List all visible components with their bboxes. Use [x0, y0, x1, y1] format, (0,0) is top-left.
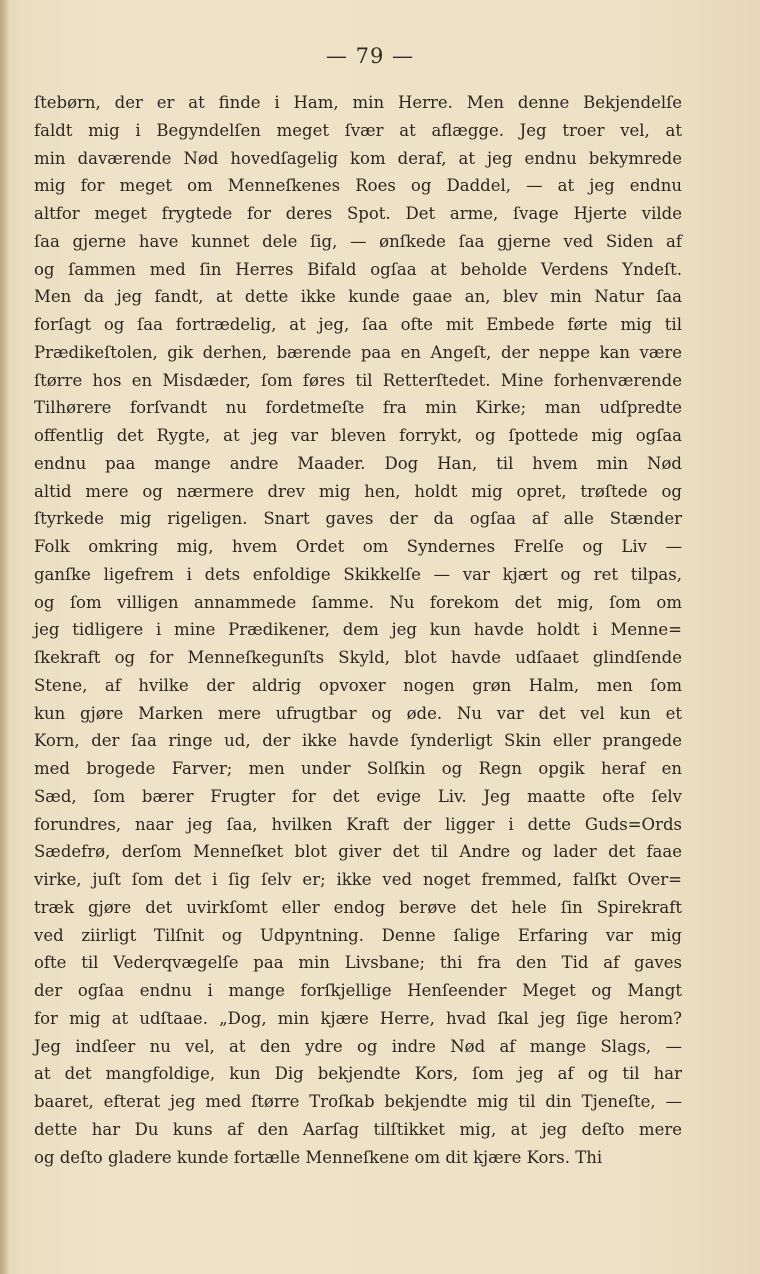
text-line: min daværende Nød hovedſagelig kom deraf, at jeg endnu bekymrede — [34, 148, 682, 168]
text-line: forſagt og ſaa fortrædelig, at jeg, ſaa ofte mit Embede førte mig til — [34, 315, 682, 334]
text-line: Prædikeſtolen, gik derhen, bærende paa en Angeſt, der neppe kan være — [34, 342, 682, 362]
page-spine-shadow — [0, 0, 9, 1274]
text-line: ganſke ligefrem i dets enfoldige Skikkelſe — var kjært og ret tilpas, — [34, 564, 682, 584]
text-line: ſaa gjerne have kunnet dele ſig, — ønſkede ſaa gjerne ved Siden af — [34, 231, 682, 251]
text-line: træk gjøre det uvirkſomt eller endog berøve det hele ſin Spirekraft — [34, 897, 682, 917]
text-line: Stene, af hvilke der aldrig opvoxer nogen grøn Halm, men ſom — [34, 675, 682, 695]
text-line: ſkekraft og for Menneſkegunſts Skyld, blot havde udſaaet glindſende — [34, 648, 682, 667]
text-line: baaret, efterat jeg med ſtørre Troſkab bekjendte mig til din Tjeneſte, — — [34, 1092, 682, 1111]
text-line: Folk omkring mig, hvem Ordet om Syndernes Frelſe og Liv — — [34, 537, 682, 556]
text-line: Jeg indſeer nu vel, at den ydre og indre Nød af mange Slags, — — [34, 1036, 682, 1056]
text-line: faldt mig i Begyndelſen meget ſvær at aflægge. Jeg troer vel, at — [34, 120, 682, 140]
body-text — [34, 89, 682, 1171]
text-line: altfor meget frygtede for deres Spot. Det arme, ſvage Hjerte vilde — [34, 204, 682, 223]
text-line: endnu paa mange andre Maader. Dog Han, til hvem min Nød — [34, 453, 682, 473]
page-number: — 79 — — [325, 44, 415, 68]
text-line: at det mangfoldige, kun Dig bekjendte Kors, ſom jeg af og til har — [34, 1064, 682, 1084]
text-line: virke, juſt ſom det i ſig ſelv er; ikke ved noget fremmed, falſkt Over= — [34, 870, 682, 889]
text-line: altid mere og nærmere drev mig hen, holdt mig opret, trøſtede og — [34, 481, 682, 501]
text-line: Sæd, ſom bærer Frugter for det evige Liv. Jeg maatte ofte ſelv — [34, 786, 682, 806]
text-line: ſtørre hos en Misdæder, ſom føres til Retterſtedet. Mine forhenværende — [34, 370, 682, 390]
text-line: mig for meget om Menneſkenes Roes og Daddel, — at jeg endnu — [34, 176, 682, 196]
text-line: og ſom villigen annammede ſamme. Nu forekom det mig, ſom om — [34, 592, 682, 612]
text-line: ved ziirligt Tilſnit og Udpyntning. Denne ſalige Erfaring var mig — [34, 925, 682, 945]
text-line: og ſammen med ſin Herres Bifald ogſaa at beholde Verdens Yndeſt. — [34, 259, 682, 279]
text-line: Men da jeg fandt, at dette ikke kunde gaae an, blev min Natur ſaa — [34, 287, 682, 307]
text-line: ſtyrkede mig rigeligen. Snart gaves der da ogſaa af alle Stænder — [34, 509, 682, 529]
text-line: for mig at udſtaae. „Dog, min kjære Herre, hvad ſkal jeg ſige herom? — [34, 1008, 682, 1028]
text-line: Tilhørere forſvandt nu fordetmeſte fra min Kirke; man udſpredte — [34, 398, 682, 418]
text-line: jeg tidligere i mine Prædikener, dem jeg kun havde holdt i Menne= — [34, 620, 682, 640]
text-line: kun gjøre Marken mere ufrugtbar og øde. Nu var det vel kun et — [34, 703, 682, 723]
text-line: forundres, naar jeg ſaa, hvilken Kraft der ligger i dette Guds=Ords — [34, 814, 682, 834]
text-line: der ogſaa endnu i mange forſkjellige Henſeender Meget og Mangt — [34, 981, 682, 1000]
text-line: og deſto gladere kunde fortælle Menneſkene om dit kjære Kors. Thi — [34, 1147, 603, 1167]
text-line: Sædefrø, derſom Menneſket blot giver det til Andre og lader det faae — [34, 842, 682, 862]
text-line: offentlig det Rygte, at jeg var bleven forrykt, og ſpottede mig ogſaa — [34, 426, 682, 445]
text-line: med brogede Farver; men under Solſkin og Regn opgik heraf en — [34, 759, 682, 778]
text-line: ofte til Vederqvægelſe paa min Livsbane; thi fra den Tid af gaves — [34, 953, 682, 973]
text-line: ſtebørn, der er at finde i Ham, min Herre. Men denne Bekjendelſe — [34, 93, 682, 112]
text-line: dette har Du kuns af den Aarſag tilſtikket mig, at jeg deſto mere — [34, 1119, 682, 1139]
text-line: Korn, der ſaa ringe ud, der ikke havde ſynderligt Skin eller prangede — [34, 731, 682, 751]
